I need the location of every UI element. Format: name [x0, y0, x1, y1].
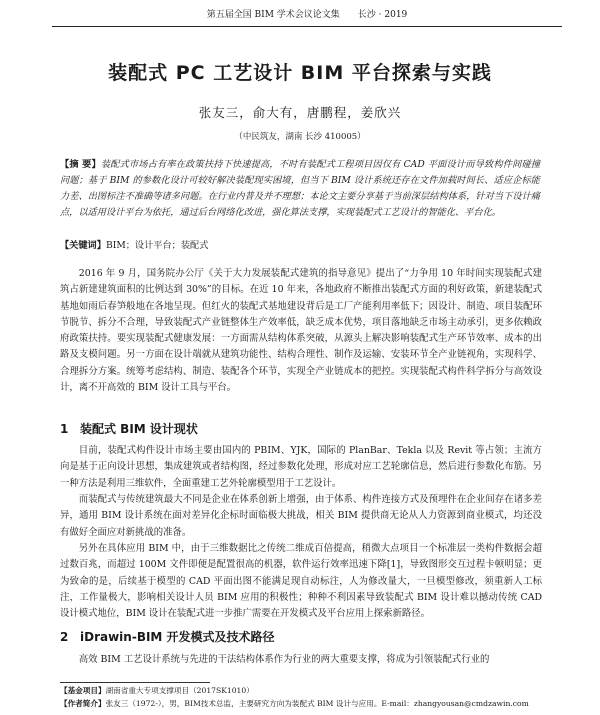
abstract-text: 装配式市场占有率在政策扶持下快速提高，不时有装配式工程项目因仅有 CAD 平面设计而导致构件间碰撞问题；基于 BIM 的参数化设计可较好解决装配现实困境，但当下 BIM 设计系统还存在文件加载时间长、适应企标能力差、出图标注不准确等诸多问题。在行业内普及并不理想；本论文主要分享基于当前深层结构体系，针对当下设计痛点，以适用设计平台为依托，通过后台网络化改进，强化算法支撑，实现装配式工艺设计的智能化、平台化。 — [60, 159, 540, 218]
section-1-heading — [60, 420, 198, 437]
author-list: 张友三，俞大有，唐鹏程，姜欣兴 — [198, 105, 402, 120]
section-2-paragraph-1: 高效 BIM 工艺设计系统与先进的干法结构体系作为行业的两大重要支撑，将成为引领装配式行业的 — [78, 654, 490, 665]
section-1-title: 装配式 BIM 设计现状 — [80, 422, 198, 436]
intro-paragraph: 2016 年 9 月，国务院办公厅《关于大力发展装配式建筑的指导意见》提出了“力争用 10 年时间实现装配式建筑占新建建筑面积的比例达到 30%”的目标。在近 10 年来，各地政府不断推出装配式方面的利好政策，新建装配式基地如雨后春笋般地在各地呈现。但红火的装配式基地建设背后是工厂产能利用率低下；因设计、制造、项目装配环节脱节、拆分不合理，导致装配式产业链整体生产效率低，缺乏成本优势，项目落地缺乏市场主动承引，更多依赖政府政策扶持。要实现装配式健康发展：一方面需从结构体系突破，从源头上解决影响装配式生产环节效率、成本的出路及支模问题。另一方面在设计端就从建筑功能性、结构合理性、制作及运输、安装环节全产业链视角，实现科学、合理拆分方案。统筹考虑结构、制造、装配各个环节，实现全产业链成本的把控。实现装配式构件科学拆分与高效设计，离不开高效的 BIM 设计工具与平台。 — [60, 268, 542, 394]
running-header — [52, 6, 562, 27]
keywords-text: BIM；设计平台；装配式 — [105, 240, 209, 251]
section-1-paragraph-1: 目前，装配式构件设计市场主要由国内的 PBIM、YJK，国际的 PlanBar、Tekla 以及 Revit 等占领；主流方向是基于正向设计思想，集成建筑或者结构图，经过参数化处理，形成对应工艺轮廓信息，然后进行参数化布筋。另一种方法是利用三维软件，全面重建工艺外轮廓模型用于工艺设计。 — [60, 445, 542, 489]
fund-text: 湖南省重大专项支撑项目（2017SK1010） — [105, 686, 254, 695]
section-2-title: iDrawin-BIM 开发模式及技术路径 — [80, 630, 275, 644]
author-bio-label: 【作者简介】 — [60, 699, 106, 708]
location-year: 长沙 · 2019 — [357, 10, 408, 20]
author-bio-text: 张友三（1972-），男，BIM技术总监，主要研究方向为装配式 BIM 设计与应用。E-mail：zhangyousan@cmdzawin.com — [105, 699, 529, 708]
keywords-label: 【关键词】 — [60, 240, 106, 251]
section-2-number: 2 — [60, 630, 69, 644]
footnote-divider — [60, 682, 210, 683]
section-2-heading — [60, 628, 275, 645]
section-1-number: 1 — [60, 422, 69, 436]
footnote-fund — [60, 685, 550, 697]
proceedings-title: 第五届全国 BIM 学术会议论文集 — [206, 10, 340, 20]
fund-label: 【基金项目】 — [60, 686, 106, 695]
abstract-label: 【摘 要】 — [60, 159, 101, 170]
section-1-paragraph-2: 而装配式与传统建筑最大不同是企业在体系创新上增强，由于体系、构件连接方式及预埋件在企业间存在诸多差异，通用 BIM 设计系统在面对差异化企标时面临极大挑战，相关 BIM 提供商无论从人力资源到商业模式，均还没有做好全面应对新挑战的准备。 — [60, 494, 542, 538]
section-1-paragraph-3: 另外在具体应用 BIM 中，由于三维数据比之传统二维成百倍提高，稍微大点项目一个标准层一类构件数据会超过数百兆，而超过 100M 文件即便是配置很高的机器，软件运行效率迅速下降[1]，导致图形交互过程卡顿明显；更为致命的是，后续基于模型的 CAD 平面出图不能满足现自动标注，人为修改量大，一旦模型修改，须重新人工标注，工作量极大，影响相关设计人员 BIM 应用的积极性；种种不利因素导致装配式 BIM 设计难以撼动传统 CAD 设计模式地位，BIM 设计在装配式进一步推广需要在开发模式及平台应用上探索新路径。 — [60, 543, 542, 620]
paper-title: 装配式 PC 工艺设计 BIM 平台探索与实践 — [108, 62, 492, 84]
footnote-author — [60, 698, 550, 710]
affiliation: （中民筑友，湖南 长沙 410005） — [234, 132, 366, 142]
keywords — [60, 238, 540, 254]
abstract — [60, 157, 540, 221]
